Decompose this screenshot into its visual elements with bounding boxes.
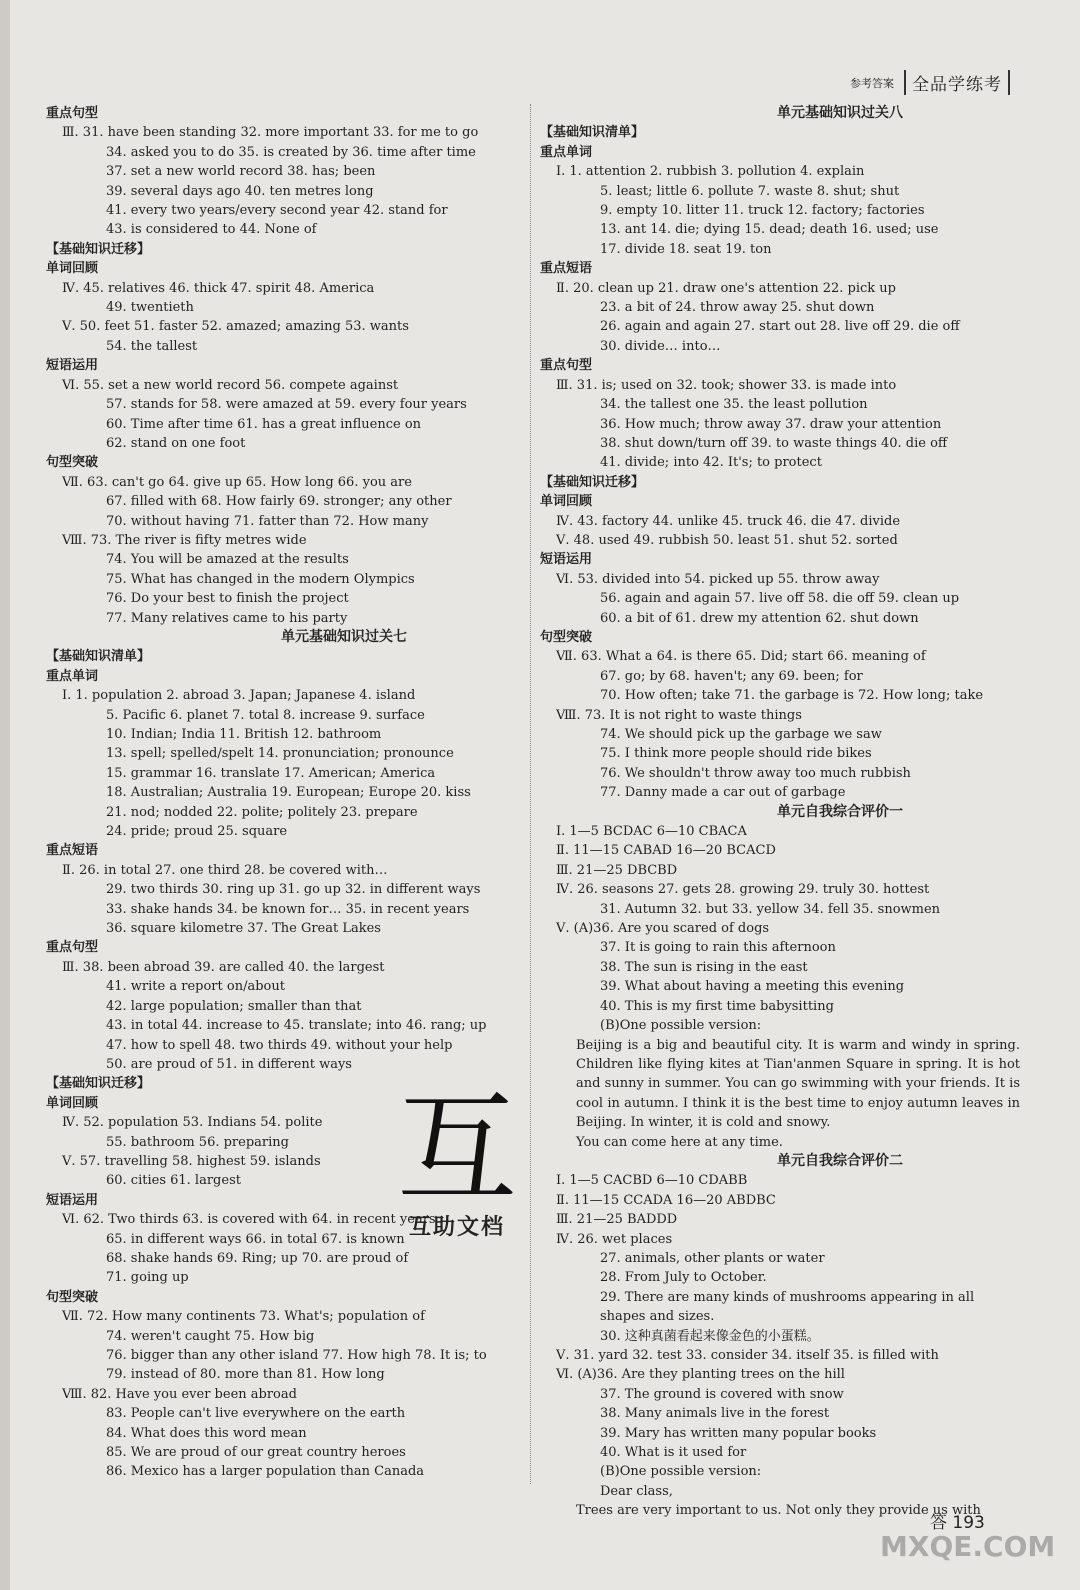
- watermark-glyph: 互: [397, 1080, 517, 1219]
- section-heading: 短语运用: [46, 358, 99, 374]
- answer-line: 83. People can't live everywhere on the earth: [106, 1406, 406, 1422]
- answer-line: 49. twentieth: [106, 300, 194, 316]
- answer-line: 65. in different ways 66. in total 67. is known: [106, 1231, 405, 1247]
- answer-line: 71. going up: [106, 1270, 189, 1286]
- answer-line: 38. The sun is rising in the east: [600, 959, 808, 975]
- answer-line: 34. asked you to do 35. is created by 36. time after time: [106, 144, 476, 160]
- answer-line: 42. large population; smaller than that: [106, 998, 362, 1014]
- note-line: Dear class,: [600, 1483, 673, 1499]
- answer-line: 57. stands for 58. were amazed at 59. every four years: [106, 397, 467, 413]
- answer-line: 38. shut down/turn off 39. to waste things 40. die off: [600, 435, 948, 451]
- answer-line: 39. Mary has written many popular books: [600, 1425, 877, 1441]
- section-heading: 句型突破: [46, 455, 99, 471]
- answer-line: 30. 这种真菌看起来像金色的小蛋糕。: [600, 1328, 820, 1344]
- answer-line: Ⅰ. 1—5 BCDAC 6—10 CBACA: [556, 824, 747, 840]
- answer-line: Ⅶ. 72. How many continents 73. What's; population of: [62, 1309, 425, 1325]
- answer-line: 24. pride; proud 25. square: [106, 824, 288, 840]
- answer-line: 36. How much; throw away 37. draw your attention: [600, 416, 942, 432]
- answer-line: 55. bathroom 56. preparing: [106, 1134, 289, 1150]
- answer-line: 62. stand on one foot: [106, 435, 246, 451]
- essay-paragraph: Trees are very important to us. Not only they provide us with: [576, 1503, 981, 1519]
- answer-line: 60. Time after time 61. has a great influence on: [106, 416, 422, 432]
- answer-line: 41. divide; into 42. It's; to protect: [600, 455, 822, 471]
- answer-line: 75. What has changed in the modern Olympics: [106, 571, 415, 587]
- answer-line: 40. This is my first time babysitting: [600, 998, 834, 1014]
- note-line: (B)One possible version:: [600, 1464, 762, 1480]
- section-heading: 重点短语: [46, 843, 99, 859]
- answer-line: 39. What about having a meeting this evening: [600, 979, 905, 995]
- answer-line: 33. shake hands 34. be known for… 35. in recent years: [106, 901, 470, 917]
- section-heading: 单词回顾: [540, 494, 593, 510]
- answer-line: 84. What does this word mean: [106, 1425, 307, 1441]
- answer-line: 23. a bit of 24. throw away 25. shut down: [600, 300, 875, 316]
- answer-line: 74. You will be amazed at the results: [106, 552, 349, 568]
- answer-line: 37. The ground is covered with snow: [600, 1386, 844, 1402]
- essay-paragraph: Beijing is a big and beautiful city. It is warm and windy in spring. Children like flying kites at Tian'anmen Square in spring. It is hot and sunny in summer. You can go swimming with your friends. It is cool in autumn. I think it is the best time to enjoy autumn leaves in Beijing. In winter, it is cold and snowy.: [576, 1037, 1020, 1131]
- unit-title: 单元基础知识过关八: [777, 105, 903, 121]
- section-heading: 重点单词: [540, 144, 593, 160]
- answer-line: Ⅲ. 21—25 DBCBD: [556, 862, 678, 878]
- watermark-text: 互助文档: [408, 1215, 505, 1240]
- answer-line: Ⅴ. 57. travelling 58. highest 59. islands: [62, 1153, 321, 1169]
- answer-line: Ⅱ. 11—15 CCADA 16—20 ABDBC: [556, 1192, 776, 1208]
- watermark: [392, 1080, 522, 1250]
- answer-line: Ⅰ. 1. attention 2. rubbish 3. pollution 4. explain: [556, 164, 865, 180]
- answer-line: 77. Many relatives came to his party: [106, 610, 348, 626]
- answer-line: 21. nod; nodded 22. polite; politely 23. prepare: [106, 804, 418, 820]
- answer-line: 39. several days ago 40. ten metres long: [106, 183, 374, 199]
- answer-line: 43. is considered to 44. None of: [106, 222, 317, 238]
- answer-line: 50. are proud of 51. in different ways: [106, 1056, 352, 1072]
- left-column: [46, 104, 522, 1482]
- answer-line: Ⅱ. 11—15 CABAD 16—20 BCACD: [556, 843, 776, 859]
- answer-line: Ⅵ. (A)36. Are they planting trees on the hill: [556, 1367, 845, 1383]
- answer-line: 5. least; little 6. pollute 7. waste 8. shut; shut: [600, 183, 900, 199]
- section-heading: 重点句型: [540, 358, 593, 374]
- answer-ref-label: 参考答案: [850, 76, 894, 90]
- answer-line: Ⅲ. 31. is; used on 32. took; shower 33. is made into: [556, 377, 897, 393]
- site-watermark: MXQE.COM: [880, 1530, 1056, 1563]
- answer-line: Ⅳ. 26. seasons 27. gets 28. growing 29. truly 30. hottest: [556, 882, 930, 898]
- answer-line: Ⅵ. 53. divided into 54. picked up 55. throw away: [556, 571, 880, 587]
- answer-line: 38. Many animals live in the forest: [600, 1406, 830, 1422]
- answer-line: 13. spell; spelled/spelt 14. pronunciation; pronounce: [106, 746, 454, 762]
- section-heading: 单词回顾: [46, 1095, 99, 1111]
- answer-line: 74. We should pick up the garbage we saw: [600, 727, 882, 742]
- answer-line: 67. filled with 68. How fairly 69. stronger; any other: [106, 494, 452, 510]
- answer-line: 54. the tallest: [106, 338, 198, 354]
- answer-line: 56. again and again 57. live off 58. die off 59. clean up: [600, 591, 960, 607]
- section-heading: 【基础知识迁移】: [540, 474, 645, 490]
- answer-line: 70. without having 71. fatter than 72. How many: [106, 513, 429, 529]
- answer-line: 18. Australian; Australia 19. European; Europe 20. kiss: [106, 785, 471, 801]
- answer-line: Ⅱ. 26. in total 27. one third 28. be covered with…: [62, 862, 388, 878]
- answer-line: 67. go; by 68. haven't; any 69. been; for: [600, 668, 863, 684]
- answer-line: 43. in total 44. increase to 45. translate; into 46. rang; up: [106, 1018, 487, 1034]
- answer-line: 9. empty 10. litter 11. truck 12. factory; factories: [600, 203, 925, 219]
- answer-line: Ⅴ. 50. feet 51. faster 52. amazed; amazing 53. wants: [62, 319, 409, 335]
- page-header: [850, 70, 1010, 95]
- answer-line: 79. instead of 80. more than 81. How long: [106, 1367, 385, 1383]
- answer-line: Ⅱ. 20. clean up 21. draw one's attention 22. pick up: [556, 280, 896, 296]
- answer-line: 28. From July to October.: [600, 1270, 767, 1286]
- answer-line: Ⅳ. 52. population 53. Indians 54. polite: [62, 1115, 323, 1131]
- answer-line: 37. It is going to rain this afternoon: [600, 940, 836, 956]
- section-heading: 句型突破: [540, 629, 593, 645]
- unit-title: 单元基础知识过关七: [281, 628, 407, 645]
- answer-line: Ⅳ. 45. relatives 46. thick 47. spirit 48. America: [62, 280, 375, 296]
- answer-line: 41. every two years/every second year 42. stand for: [106, 203, 448, 219]
- section-heading: 重点单词: [46, 668, 99, 684]
- answer-line: 75. I think more people should ride bikes: [600, 746, 872, 762]
- page-number: 答 193: [930, 1513, 985, 1533]
- answer-line: 36. square kilometre 37. The Great Lakes: [106, 921, 381, 937]
- answer-line: 74. weren't caught 75. How big: [106, 1328, 315, 1344]
- answer-line: Ⅴ. 48. used 49. rubbish 50. least 51. shut 52. sorted: [556, 532, 898, 548]
- section-heading: 句型突破: [46, 1289, 99, 1305]
- section-heading: 重点短语: [540, 261, 593, 277]
- answer-line: Ⅳ. 26. wet places: [556, 1231, 673, 1247]
- answer-line: Ⅶ. 63. can't go 64. give up 65. How long 66. you are: [62, 474, 412, 490]
- answer-line: 76. We shouldn't throw away too much rubbish: [600, 765, 911, 781]
- answer-line: 29. There are many kinds of mushrooms appearing in all shapes and sizes.: [600, 1289, 975, 1325]
- answer-line: 86. Mexico has a larger population than Canada: [106, 1464, 425, 1480]
- answer-line: 85. We are proud of our great country heroes: [106, 1445, 406, 1461]
- answer-line: Ⅷ. 73. The river is fifty metres wide: [62, 532, 307, 548]
- section-heading: 重点句型: [46, 106, 99, 121]
- answer-line: 70. How often; take 71. the garbage is 72. How long; take: [600, 688, 984, 704]
- answer-line: 15. grammar 16. translate 17. American; America: [106, 765, 436, 781]
- answer-line: Ⅶ. 63. What a 64. is there 65. Did; start 66. meaning of: [556, 649, 926, 665]
- answer-line: 77. Danny made a car out of garbage: [600, 785, 846, 801]
- answer-line: Ⅲ. 31. have been standing 32. more important 33. for me to go: [62, 125, 479, 141]
- section-heading: 短语运用: [540, 552, 593, 568]
- section-heading: 【基础知识清单】: [46, 649, 151, 665]
- answer-line: Ⅲ. 21—25 BADDD: [556, 1212, 678, 1228]
- answer-line: Ⅷ. 73. It is not right to waste things: [556, 707, 802, 723]
- essay-paragraph: You can come here at any time.: [576, 1134, 783, 1150]
- answer-line: Ⅰ. 1—5 CACBD 6—10 CDABB: [556, 1173, 748, 1189]
- answer-line: Ⅷ. 82. Have you ever been abroad: [62, 1386, 297, 1402]
- answer-line: 13. ant 14. die; dying 15. dead; death 16. used; use: [600, 222, 939, 238]
- section-heading: 短语运用: [46, 1192, 99, 1208]
- section-heading: 【基础知识清单】: [540, 125, 645, 141]
- answer-line: 60. cities 61. largest: [106, 1173, 241, 1189]
- answer-line: Ⅴ. (A)36. Are you scared of dogs: [556, 921, 770, 937]
- answer-line: 76. Do your best to finish the project: [106, 591, 349, 607]
- answer-line: Ⅰ. 1. population 2. abroad 3. Japan; Japanese 4. island: [62, 688, 416, 704]
- answer-line: 17. divide 18. seat 19. ton: [600, 241, 772, 257]
- answer-line: 26. again and again 27. start out 28. live off 29. die off: [600, 319, 960, 335]
- answer-line: 31. Autumn 32. but 33. yellow 34. fell 35. snowmen: [600, 901, 941, 917]
- answer-line: 27. animals, other plants or water: [600, 1250, 825, 1266]
- page-edge: [0, 0, 10, 1590]
- column-divider: [530, 104, 531, 1484]
- answer-line: Ⅲ. 38. been abroad 39. are called 40. the largest: [62, 959, 385, 975]
- answer-line: Ⅳ. 43. factory 44. unlike 45. truck 46. die 47. divide: [556, 513, 901, 529]
- section-heading: 【基础知识迁移】: [46, 241, 151, 257]
- answer-line: 41. write a report on/about: [106, 979, 285, 995]
- answer-line: 29. two thirds 30. ring up 31. go up 32. in different ways: [106, 882, 481, 898]
- answer-line: 37. set a new world record 38. has; been: [106, 164, 376, 180]
- unit-title: 单元自我综合评价一: [777, 803, 903, 820]
- answer-line: Ⅵ. 62. Two thirds 63. is covered with 64. in recent years: [62, 1212, 436, 1228]
- answer-line: Ⅴ. 31. yard 32. test 33. consider 34. itself 35. is filled with: [556, 1348, 939, 1363]
- unit-title: 单元自我综合评价二: [777, 1152, 903, 1169]
- section-heading: 【基础知识迁移】: [46, 1076, 151, 1092]
- section-heading: 重点句型: [46, 940, 99, 956]
- answer-line: 60. a bit of 61. drew my attention 62. shut down: [600, 610, 919, 626]
- answer-line: 10. Indian; India 11. British 12. bathroom: [106, 727, 382, 742]
- answer-line: 5. Pacific 6. planet 7. total 8. increase 9. surface: [106, 707, 425, 723]
- section-heading: 单词回顾: [46, 261, 99, 277]
- answer-line: 47. how to spell 48. two thirds 49. without your help: [106, 1037, 453, 1053]
- answer-line: 68. shake hands 69. Ring; up 70. are proud of: [106, 1250, 409, 1266]
- right-column: [540, 104, 1020, 1521]
- brand-title: 全品学练考: [904, 70, 1010, 95]
- note-line: (B)One possible version:: [600, 1018, 762, 1034]
- answer-line: 34. the tallest one 35. the least pollution: [600, 397, 868, 413]
- answer-line: 76. bigger than any other island 77. How high 78. It is; to: [106, 1348, 487, 1363]
- answer-line: 40. What is it used for: [600, 1445, 747, 1461]
- answer-line: Ⅵ. 55. set a new world record 56. compete against: [62, 377, 399, 393]
- answer-line: 30. divide… into…: [600, 338, 721, 354]
